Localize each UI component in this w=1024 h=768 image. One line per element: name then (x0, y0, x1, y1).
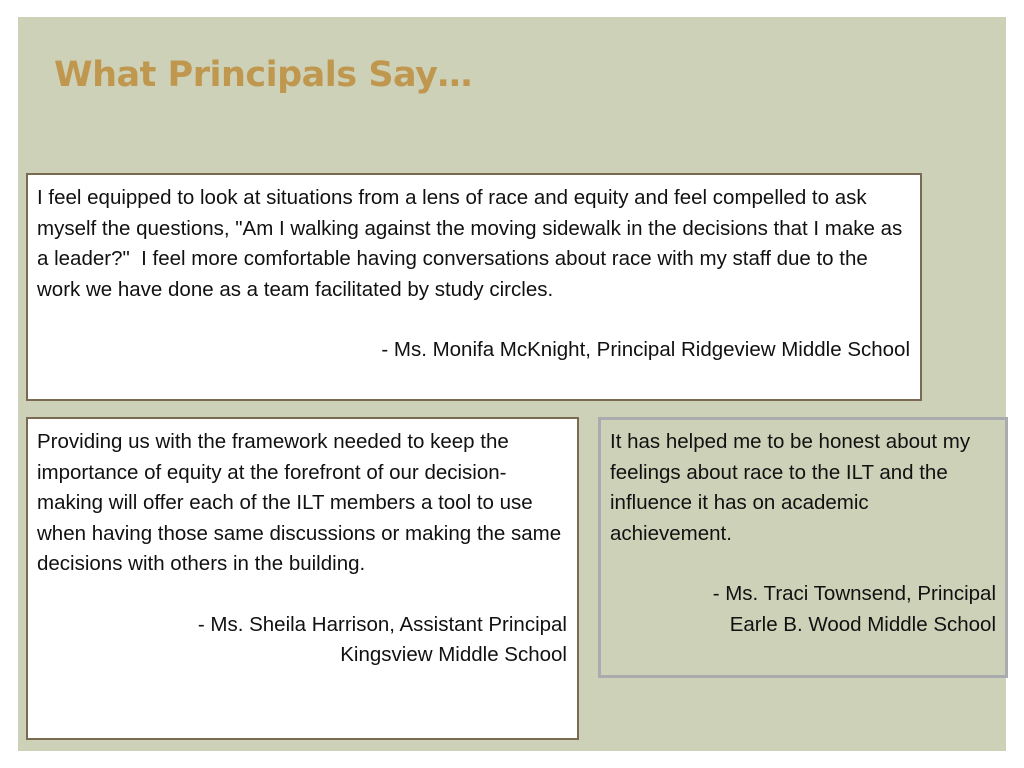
attribution-line: Earle B. Wood Middle School (729, 612, 996, 636)
quote-attribution (37, 610, 567, 671)
attribution-line: Kingsview Middle School (340, 643, 567, 666)
quote-box-harrison (26, 417, 579, 740)
quote-text: It has helped me to be honest about my feelings about race to the ILT and the influence it has on academic achievement. (610, 430, 976, 545)
quote-text: Providing us with the framework needed to keep the importance of equity at the forefront of our decision-making will offer each of the ILT members a tool to use when having those same discussions or making the same decisions with others in the building. (37, 430, 567, 575)
slide-title: What Principals Say… (54, 55, 472, 95)
quote-box-mcknight (26, 173, 922, 401)
attribution-line: - Ms. Traci Townsend, Principal (712, 582, 996, 605)
quote-attribution (610, 579, 996, 640)
quote-box-townsend (598, 417, 1008, 678)
slide (18, 17, 1006, 751)
attribution-line: - Ms. Monifa McKnight, Principal Ridgeview Middle School (381, 338, 910, 361)
quote-attribution (37, 335, 910, 366)
attribution-line: - Ms. Sheila Harrison, Assistant Principal (197, 612, 567, 636)
quote-text: I feel equipped to look at situations from a lens of race and equity and feel compelled to ask myself the questions, "Am I walking against the moving sidewalk in the decisions that I make as a leader?" I feel more comfortable having conversations about race with my staff due to the work we have done as a team facilitated by study circles. (37, 186, 908, 301)
